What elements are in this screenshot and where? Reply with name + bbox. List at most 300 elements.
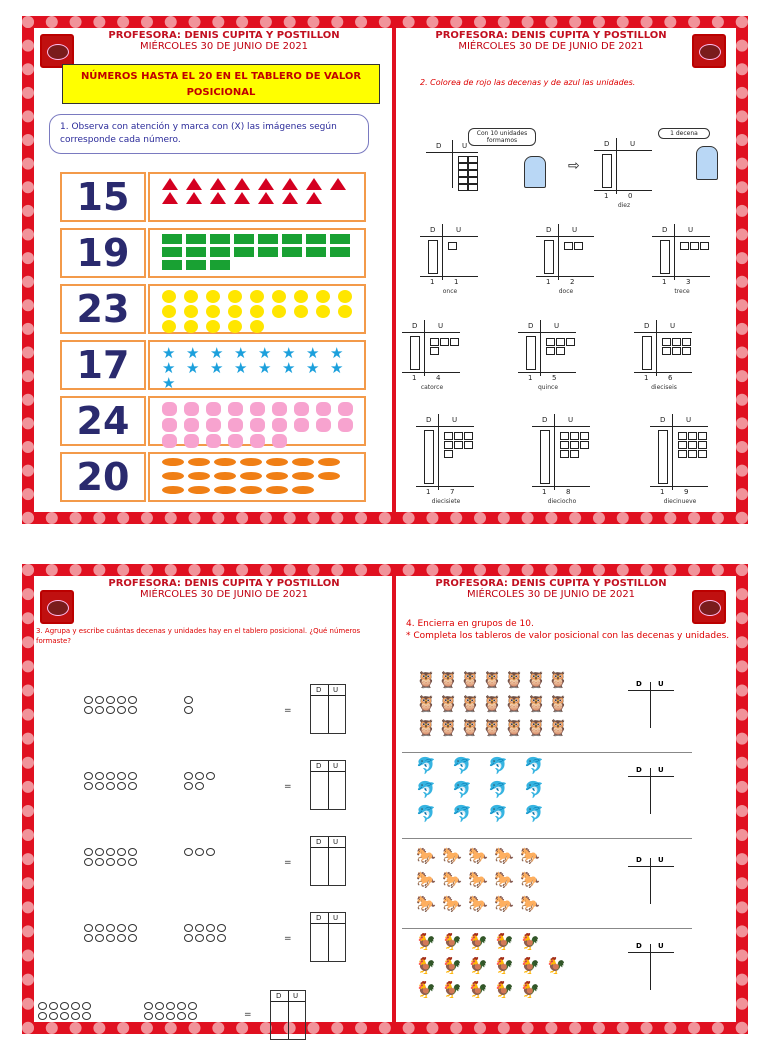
- equals-sign: =: [284, 782, 292, 792]
- units-digit: 5: [552, 374, 557, 382]
- rooster-icon: 🐓: [442, 932, 462, 951]
- animal-group[interactable]: [416, 758, 606, 838]
- unit-square: [698, 432, 707, 440]
- rooster-icon: 🐓: [442, 956, 462, 975]
- circle-icon: [294, 290, 308, 303]
- ring-icon: [95, 782, 104, 790]
- unit-square: [430, 338, 439, 346]
- unit-square: [570, 432, 579, 440]
- owl-icon: 🦉: [416, 718, 436, 737]
- horse-icon: 🐎: [442, 870, 462, 889]
- ring-icon: [71, 1002, 80, 1010]
- col-u-label: U: [670, 322, 676, 330]
- ten-bar: [428, 240, 438, 274]
- horse-icon: 🐎: [520, 894, 540, 913]
- tens-digit: 1: [604, 192, 609, 200]
- triangle-icon: [186, 192, 202, 204]
- board-line: [628, 866, 674, 867]
- ten-rings: [84, 924, 154, 944]
- col-d-label: D: [316, 686, 322, 694]
- place-value-board[interactable]: [650, 414, 720, 504]
- unit-square: [688, 432, 697, 440]
- tens-digit: 1: [528, 374, 533, 382]
- unit-square: [448, 242, 457, 250]
- unit-square: [564, 242, 573, 250]
- ring-icon: [144, 1012, 153, 1020]
- circle-icon: [294, 305, 308, 318]
- unit-square: [672, 338, 681, 346]
- left-panel-top: [34, 28, 392, 512]
- circle-icon: [184, 290, 198, 303]
- ring-icon: [128, 848, 137, 856]
- shape-box[interactable]: [148, 452, 366, 502]
- units-digit: 7: [450, 488, 455, 496]
- oval-icon: [318, 458, 340, 466]
- col-d-label: D: [316, 914, 322, 922]
- place-value-board[interactable]: [536, 224, 606, 294]
- unit-square: [698, 441, 707, 449]
- dolphin-icon: 🐬: [488, 756, 508, 775]
- equals-sign: =: [244, 1010, 252, 1020]
- ring-icon: [166, 1012, 175, 1020]
- owl-icon: 🦉: [526, 670, 546, 689]
- number-row: [60, 172, 376, 224]
- ring-icon: [206, 924, 215, 932]
- col-u-label: U: [554, 322, 560, 330]
- board-line: [594, 150, 652, 151]
- triangle-icon: [258, 192, 274, 204]
- ring-icon: [117, 858, 126, 866]
- ring-icon: [84, 924, 93, 932]
- board-line: [650, 944, 651, 990]
- board-line: [518, 372, 576, 373]
- oval-icon: [162, 472, 184, 480]
- instruction: 2. Colorea de rojo las decenas y de azul las unidades.: [420, 78, 636, 87]
- ring-icon: [106, 782, 115, 790]
- oval-icon: [214, 458, 236, 466]
- col-d-label: D: [636, 766, 642, 774]
- ring-icon: [128, 772, 137, 780]
- ring-icon: [177, 1012, 186, 1020]
- ring-icon: [106, 696, 115, 704]
- col-u-label: U: [686, 416, 692, 424]
- col-u-label: U: [462, 142, 468, 150]
- ring-icon: [184, 782, 193, 790]
- horse-icon: 🐎: [468, 846, 488, 865]
- col-d-label: D: [546, 226, 552, 234]
- unit-square: [680, 242, 689, 250]
- rooster-icon: 🐓: [520, 956, 540, 975]
- ring-icon: [206, 848, 215, 856]
- horse-icon: 🐎: [416, 894, 436, 913]
- flower-icon: [184, 434, 199, 448]
- ring-icon: [106, 848, 115, 856]
- col-d-label: D: [276, 992, 282, 1000]
- unit-square: [566, 338, 575, 346]
- grouping-exercise: [34, 838, 374, 906]
- arrow-icon: ⇨: [568, 158, 580, 174]
- rooster-icon: 🐓: [468, 980, 488, 999]
- unit-square: [458, 163, 468, 170]
- triangle-icon: [210, 178, 226, 190]
- ring-icon: [95, 924, 104, 932]
- unit-square: [570, 450, 579, 458]
- ring-icon: [206, 934, 215, 942]
- unit-square: [574, 242, 583, 250]
- unit-square: [560, 450, 569, 458]
- ring-icon: [84, 848, 93, 856]
- board-line: [616, 138, 617, 194]
- col-u-label: U: [333, 838, 339, 846]
- rooster-icon: 🐓: [494, 980, 514, 999]
- equals-sign: =: [284, 706, 292, 716]
- board-line: [328, 913, 329, 961]
- grouping-exercise: [34, 992, 374, 1058]
- unit-square: [546, 338, 555, 346]
- school-logo-icon: [40, 590, 74, 624]
- col-d-label: D: [662, 226, 668, 234]
- board-line: [634, 332, 692, 333]
- owl-icon: 🦉: [416, 694, 436, 713]
- place-value-board[interactable]: [628, 942, 676, 992]
- rectangle-icon: [282, 247, 302, 257]
- ring-icon: [84, 706, 93, 714]
- board-line: [328, 761, 329, 809]
- flower-icon: [250, 402, 265, 416]
- header: [74, 30, 374, 52]
- board-line: [650, 858, 651, 904]
- ring-icon: [195, 924, 204, 932]
- board-line: [674, 224, 675, 280]
- board-line: [628, 776, 674, 777]
- rectangle-icon: [186, 260, 206, 270]
- star-icon: ★: [234, 344, 248, 362]
- ring-icon: [144, 1002, 153, 1010]
- star-icon: ★: [306, 359, 320, 377]
- ring-icon: [184, 934, 193, 942]
- flower-icon: [206, 402, 221, 416]
- number-row: [60, 396, 376, 448]
- one-rings: [184, 924, 254, 944]
- ten-bar: [526, 336, 536, 370]
- rooster-icon: 🐓: [520, 980, 540, 999]
- flower-icon: [272, 418, 287, 432]
- ring-icon: [60, 1002, 69, 1010]
- star-icon: ★: [186, 344, 200, 362]
- col-d-label: D: [636, 680, 642, 688]
- ring-icon: [117, 706, 126, 714]
- star-icon: ★: [282, 344, 296, 362]
- ring-icon: [117, 924, 126, 932]
- col-d-label: D: [436, 142, 442, 150]
- oval-icon: [318, 472, 340, 480]
- circle-icon: [206, 305, 220, 318]
- board-line: [532, 426, 590, 427]
- col-d-label: D: [528, 322, 534, 330]
- board-line: [442, 224, 443, 280]
- star-icon: ★: [162, 374, 176, 392]
- col-u-label: U: [658, 942, 664, 950]
- board-line: [452, 140, 453, 188]
- ring-icon: [82, 1002, 91, 1010]
- col-d-label: D: [636, 942, 642, 950]
- tens-digit: 1: [546, 278, 551, 286]
- animal-group[interactable]: [416, 934, 606, 1014]
- teacher-name: PROFESORA: DENIS CUPITA Y POSTILLON: [435, 30, 667, 41]
- unit-square: [662, 347, 671, 355]
- oval-icon: [240, 458, 262, 466]
- col-u-label: U: [438, 322, 444, 330]
- ring-icon: [117, 848, 126, 856]
- owl-icon: 🦉: [504, 670, 524, 689]
- star-icon: ★: [330, 359, 344, 377]
- place-value-board[interactable]: [628, 680, 676, 730]
- oval-icon: [188, 472, 210, 480]
- rooster-icon: 🐓: [520, 932, 540, 951]
- rooster-icon: 🐓: [494, 932, 514, 951]
- ring-icon: [128, 782, 137, 790]
- ring-icon: [84, 696, 93, 704]
- owl-icon: 🦉: [416, 670, 436, 689]
- unit-square: [678, 432, 687, 440]
- ring-icon: [106, 706, 115, 714]
- triangle-icon: [162, 192, 178, 204]
- col-d-label: D: [430, 226, 436, 234]
- school-logo-icon: [692, 34, 726, 68]
- unit-square: [444, 441, 453, 449]
- col-u-label: U: [658, 680, 664, 688]
- ten-bar: [660, 240, 670, 274]
- star-icon: ★: [258, 359, 272, 377]
- col-u-label: U: [333, 686, 339, 694]
- number-word: once: [442, 288, 458, 295]
- place-value-board[interactable]: [628, 766, 676, 816]
- header: [406, 578, 696, 600]
- tens-digit: 1: [430, 278, 435, 286]
- ring-icon: [117, 696, 126, 704]
- unit-square: [678, 450, 687, 458]
- grouping-exercise: [34, 914, 374, 982]
- star-icon: ★: [258, 344, 272, 362]
- dolphin-icon: 🐬: [416, 804, 436, 823]
- star-icon: ★: [162, 359, 176, 377]
- owl-icon: 🦉: [460, 694, 480, 713]
- units-digit: 2: [570, 278, 575, 286]
- board-line: [424, 320, 425, 376]
- col-u-label: U: [572, 226, 578, 234]
- oval-icon: [162, 486, 184, 494]
- flower-icon: [316, 418, 331, 432]
- shape-box[interactable]: [148, 172, 366, 222]
- owl-icon: 🦉: [526, 694, 546, 713]
- place-value-board[interactable]: [310, 760, 346, 810]
- animal-group[interactable]: [416, 672, 606, 752]
- oval-icon: [214, 472, 236, 480]
- unit-square: [430, 347, 439, 355]
- rooster-icon: 🐓: [416, 932, 436, 951]
- board-line: [438, 414, 439, 490]
- circle-icon: [272, 305, 286, 318]
- date: MIÉRCOLES 30 DE JUNIO DE 2021: [139, 41, 309, 52]
- flower-icon: [338, 418, 353, 432]
- triangle-icon: [282, 178, 298, 190]
- board-line: [288, 991, 289, 1039]
- circle-icon: [228, 290, 242, 303]
- rectangle-icon: [210, 260, 230, 270]
- board-line: [536, 236, 594, 237]
- dolphin-icon: 🐬: [524, 804, 544, 823]
- flower-icon: [250, 418, 265, 432]
- col-u-label: U: [688, 226, 694, 234]
- shape-box[interactable]: [148, 228, 366, 278]
- ring-icon: [206, 772, 215, 780]
- horse-icon: 🐎: [494, 846, 514, 865]
- flower-icon: [184, 402, 199, 416]
- ring-icon: [128, 858, 137, 866]
- ring-icon: [195, 848, 204, 856]
- owl-icon: 🦉: [460, 718, 480, 737]
- flower-icon: [206, 418, 221, 432]
- date: MIÉRCOLES 30 DE JUNIO DE 2021: [139, 589, 309, 600]
- units-digit: 9: [684, 488, 689, 496]
- ring-icon: [184, 848, 193, 856]
- section-separator: [402, 928, 692, 929]
- dolphin-icon: 🐬: [452, 756, 472, 775]
- ring-icon: [84, 934, 93, 942]
- ten-bar: [424, 430, 434, 484]
- flower-icon: [228, 402, 243, 416]
- place-value-board[interactable]: [270, 990, 306, 1040]
- rectangle-icon: [258, 234, 278, 244]
- col-d-label: D: [604, 140, 610, 148]
- oval-icon: [188, 486, 210, 494]
- place-value-board[interactable]: [652, 224, 722, 294]
- circle-icon: [250, 305, 264, 318]
- col-u-label: U: [630, 140, 636, 148]
- place-value-board[interactable]: [518, 320, 588, 390]
- place-value-board[interactable]: [310, 836, 346, 886]
- owl-icon: 🦉: [548, 718, 568, 737]
- ring-icon: [166, 1002, 175, 1010]
- oval-icon: [266, 486, 288, 494]
- number-box: 19: [60, 228, 146, 278]
- ring-icon: [195, 772, 204, 780]
- ring-icon: [106, 858, 115, 866]
- ring-icon: [128, 924, 137, 932]
- flower-icon: [338, 402, 353, 416]
- rectangle-icon: [258, 247, 278, 257]
- unit-square: [560, 432, 569, 440]
- units-digit: 3: [686, 278, 691, 286]
- unit-square: [468, 184, 478, 191]
- place-value-board[interactable]: [532, 414, 602, 504]
- place-value-board[interactable]: [310, 684, 346, 734]
- triangle-icon: [306, 178, 322, 190]
- rectangle-icon: [186, 234, 206, 244]
- board-line: [594, 190, 652, 191]
- units-digit: 6: [668, 374, 673, 382]
- board-line: [402, 332, 460, 333]
- owl-icon: 🦉: [438, 718, 458, 737]
- place-value-board[interactable]: [420, 224, 490, 294]
- ten-bar: [540, 430, 550, 484]
- ten-rings: [38, 1002, 108, 1022]
- rectangle-icon: [306, 247, 326, 257]
- place-value-board[interactable]: [416, 414, 486, 504]
- ring-icon: [95, 848, 104, 856]
- triangle-icon: [306, 192, 322, 204]
- date: MIÉRCOLES 30 DE JUNIO DE 2021: [466, 589, 636, 600]
- ring-icon: [60, 1012, 69, 1020]
- circle-icon: [338, 290, 352, 303]
- rectangle-icon: [330, 247, 350, 257]
- shape-box[interactable]: [148, 396, 366, 446]
- place-value-board[interactable]: [628, 856, 676, 906]
- instruction-box: 1. Observa con atención y marca con (X) las imágenes según corresponde cada número.: [49, 114, 369, 154]
- ring-icon: [106, 772, 115, 780]
- oval-icon: [162, 458, 184, 466]
- owl-icon: 🦉: [438, 694, 458, 713]
- number-word: trece: [674, 288, 690, 295]
- header: [74, 578, 374, 600]
- ring-icon: [49, 1002, 58, 1010]
- board-line: [652, 276, 710, 277]
- shape-box[interactable]: [148, 284, 366, 334]
- unit-square: [468, 156, 478, 163]
- number-word: diecisiete: [431, 498, 461, 505]
- place-value-board[interactable]: [310, 912, 346, 962]
- circle-icon: [316, 290, 330, 303]
- ring-icon: [84, 782, 93, 790]
- star-icon: ★: [306, 344, 320, 362]
- grouping-exercise: [34, 686, 374, 754]
- instruction-line-1: 4. Encierra en grupos de 10.: [406, 619, 534, 629]
- flower-icon: [162, 434, 177, 448]
- one-rings: [184, 696, 254, 716]
- units-digit: 8: [566, 488, 571, 496]
- instruction: 3. Agrupa y escribe cuántas decenas y unidades hay en el tablero posicional. ¿Qué números formaste?: [36, 627, 361, 645]
- dolphin-icon: 🐬: [524, 780, 544, 799]
- ring-icon: [177, 1002, 186, 1010]
- place-value-board[interactable]: [402, 320, 472, 390]
- dolphin-icon: 🐬: [488, 780, 508, 799]
- star-icon: ★: [210, 359, 224, 377]
- star-icon: ★: [330, 344, 344, 362]
- place-value-board[interactable]: [594, 138, 664, 208]
- triangle-icon: [162, 178, 178, 190]
- unit-square: [454, 441, 463, 449]
- rectangle-icon: [162, 247, 182, 257]
- dolphin-icon: 🐬: [452, 780, 472, 799]
- board-line: [328, 685, 329, 733]
- tens-digit: 1: [412, 374, 417, 382]
- one-rings: [184, 848, 254, 858]
- shape-box[interactable]: [148, 340, 366, 390]
- animal-group[interactable]: [416, 848, 606, 928]
- triangle-icon: [234, 192, 250, 204]
- ten-bar: [642, 336, 652, 370]
- oval-icon: [240, 486, 262, 494]
- flower-icon: [162, 418, 177, 432]
- place-value-board[interactable]: [634, 320, 704, 390]
- unit-square: [464, 432, 473, 440]
- number-word: catorce: [420, 384, 444, 391]
- school-logo-icon: [40, 34, 74, 68]
- flower-icon: [294, 402, 309, 416]
- number-word: diecinueve: [663, 498, 697, 505]
- owl-icon: 🦉: [548, 670, 568, 689]
- ring-icon: [95, 772, 104, 780]
